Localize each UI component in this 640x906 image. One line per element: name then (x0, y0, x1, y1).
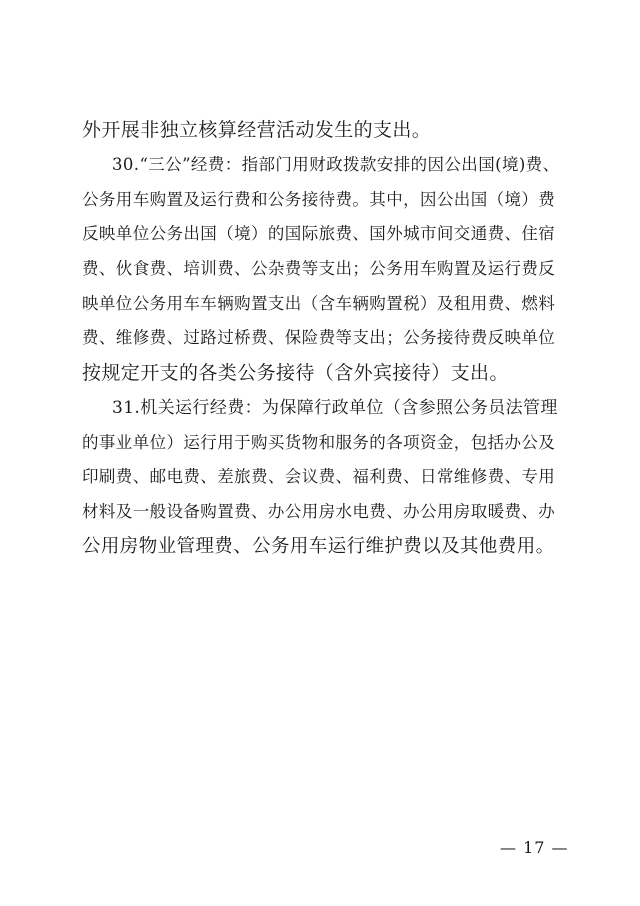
text-line: 的事业单位）运行用于购买货物和服务的各项资金，包括办公及 (82, 433, 556, 452)
text-line: 映单位公务用车车辆购置支出（含车辆购置税）及租用费、燃料 (82, 294, 556, 313)
text-line-item-31: 31.机关运行经费：为保障行政单位（含参照公务员法管理 (112, 398, 558, 418)
text-line: 公用房物业管理费、公务用车运行维护费以及其他费用。 (82, 536, 555, 557)
text-line: 印刷费、邮电费、差旅费、会议费、福利费、日常维修费、专用 (82, 467, 556, 486)
text-line: 公务用车购置及运行费和公务接待费。其中，因公出国（境）费 (82, 190, 556, 209)
text-line: 反映单位公务出国（境）的国际旅费、国外城市间交通费、住宿 (82, 224, 556, 243)
text-line: 费、伙食费、培训费、公杂费等支出；公务用车购置及运行费反 (82, 259, 556, 278)
text-line: 外开展非独立核算经营活动发生的支出。 (82, 119, 432, 141)
text-line: 材料及一般设备购置费、办公用房水电费、办公用房取暖费、办 (82, 502, 556, 521)
text-line: 费、维修费、过路过桥费、保险费等支出；公务接待费反映单位 (82, 328, 556, 347)
text-line-item-30: 30.“三公”经费：指部门用财政拨款安排的因公出国(境)费、 (112, 155, 560, 174)
page-number: — 17 — (500, 838, 569, 857)
text-line: 按规定开支的各类公务接待（含外宾接待）支出。 (82, 362, 509, 384)
